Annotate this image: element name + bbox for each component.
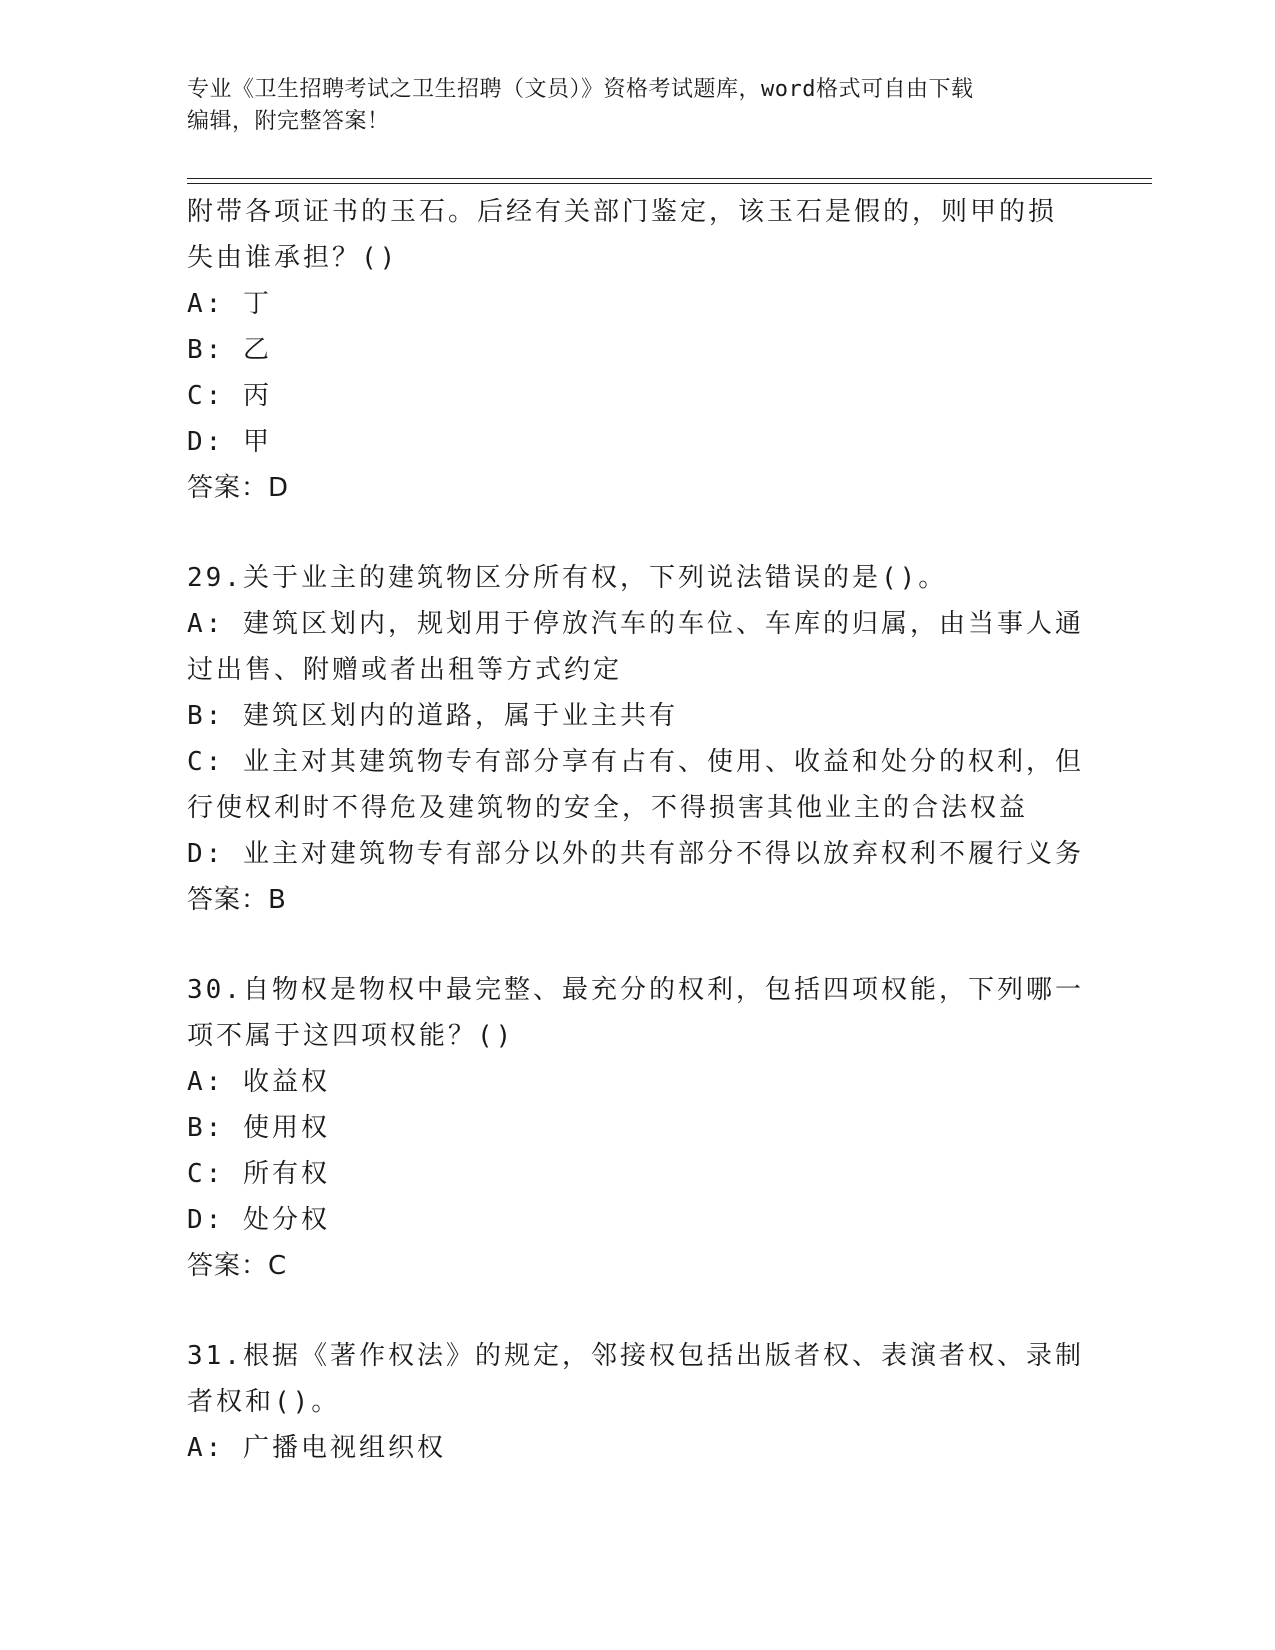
answer-line: 答案：D (187, 473, 290, 503)
header-divider (187, 178, 1152, 184)
question-list (187, 189, 1084, 1471)
question-spacer (187, 511, 1077, 555)
option-a: A: 丁 (187, 289, 272, 319)
option-b: B: 建筑区划内的道路，属于业主共有 (187, 701, 678, 731)
question-30 (187, 967, 1084, 1289)
option-d: D: 处分权 (187, 1205, 330, 1235)
question-stem-line: 附带各项证书的玉石。后经有关部门鉴定，该玉石是假的，则甲的损 (187, 197, 1058, 227)
question-31 (187, 1333, 1084, 1471)
option-c: C: 丙 (187, 381, 272, 411)
header-title-line-1: 专业《卫生招聘考试之卫生招聘（文员）》资格考试题库，word格式可自由下载 (187, 77, 974, 102)
option-c: C: 业主对其建筑物专有部分享有占有、使用、收益和处分的权利，但 (187, 747, 1084, 777)
question-stem-line: 失由谁承担？() (187, 243, 399, 273)
document-header (187, 74, 1067, 138)
answer-line: 答案：B (187, 885, 287, 915)
question-28 (187, 189, 1077, 511)
option-b: B: 使用权 (187, 1113, 330, 1143)
answer-line: 答案：C (187, 1251, 288, 1281)
question-stem-line: 29.关于业主的建筑物区分所有权，下列说法错误的是()。 (187, 563, 948, 593)
option-a: A: 收益权 (187, 1067, 330, 1097)
question-spacer (187, 1289, 1077, 1333)
option-d: D: 甲 (187, 427, 272, 457)
question-stem-line: 31.根据《著作权法》的规定，邻接权包括出版者权、表演者权、录制 (187, 1341, 1084, 1371)
option-a-continued: 过出售、附赠或者出租等方式约定 (187, 655, 623, 685)
question-spacer (187, 923, 1077, 967)
question-stem-line: 者权和()。 (187, 1387, 341, 1417)
question-stem-line: 30.自物权是物权中最完整、最充分的权利，包括四项权能，下列哪一 (187, 975, 1084, 1005)
option-d: D: 业主对建筑物专有部分以外的共有部分不得以放弃权利不履行义务 (187, 839, 1084, 869)
option-a: A: 建筑区划内，规划用于停放汽车的车位、车库的归属，由当事人通 (187, 609, 1084, 639)
option-c: C: 所有权 (187, 1159, 330, 1189)
option-a: A: 广播电视组织权 (187, 1433, 446, 1463)
question-stem-line: 项不属于这四项权能？() (187, 1021, 515, 1051)
question-29 (187, 555, 1084, 923)
header-title-line-2: 编辑，附完整答案！ (187, 109, 390, 134)
option-b: B: 乙 (187, 335, 272, 365)
option-c-continued: 行使权利时不得危及建筑物的安全，不得损害其他业主的合法权益 (187, 793, 1029, 823)
